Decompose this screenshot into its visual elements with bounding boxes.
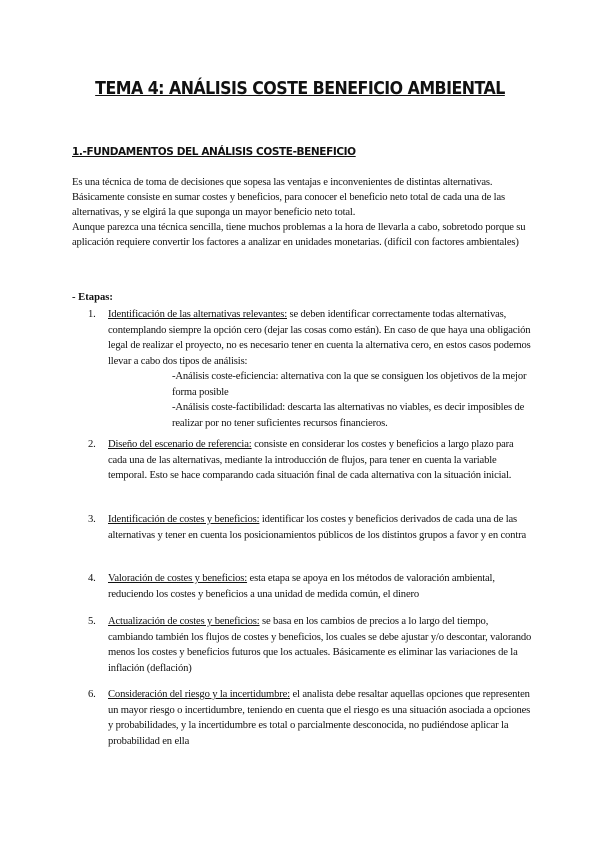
item-text: consiste en considerar los costes y beneficios a largo plazo para cada una de las alternativas, mediante la introducción de flujos, para tener en cuenta la variable temporal. Esto se hace comparando cada situación final de cada alternativa con la situación inicial. <box>108 439 514 481</box>
item-heading: Identificación de las alternativas relevantes: <box>108 309 287 320</box>
item-heading: Consideración del riesgo y la incertidumbre: <box>108 689 290 700</box>
item-number: 3. <box>88 514 96 525</box>
intro-block <box>72 175 532 250</box>
item-text: esta etapa se apoya en los métodos de valoración ambiental, reduciendo los costes y beneficios a una unidad de medida común, el dinero <box>108 573 495 600</box>
item-number: 1. <box>88 309 96 320</box>
sub-item: -Análisis coste-eficiencia: alternativa con la que se consiguen los objetivos de la mejor forma posible <box>172 371 527 398</box>
sub-item: -Análisis coste-factibilidad: descarta las alternativas no viables, es decir imposibles de realizar por no tener suficientes recursos financieros. <box>172 402 525 429</box>
item-text: identificar los costes y beneficios derivados de cada una de las alternativas y tener en cuenta los posicionamientos públicos de los distintos grupos a favor y en contra <box>108 514 527 541</box>
intro-paragraph: Aunque parezca una técnica sencilla, tiene muchos problemas a la hora de llevarla a cabo, sobretodo porque su aplicación requiere convertir los factores a analizar en unidades monetarias. (difícil con factores ambientales) <box>72 222 526 248</box>
item-heading: Diseño del escenario de referencia: <box>108 439 252 450</box>
item-number: 5. <box>88 616 96 627</box>
etapas-label: - Etapas: <box>72 292 113 303</box>
page-title: TEMA 4: ANÁLISIS COSTE BENEFICIO AMBIENTAL <box>95 78 505 99</box>
list-item <box>72 687 532 749</box>
item-text: se basa en los cambios de precios a lo largo del tiempo, cambiando también los flujos de costes y beneficios, los cuales se debe ajustar y/o descontar, valorando menos los costes y beneficios futuros que los actuales. Básicamente es eliminar las variaciones de la inflación (deflación) <box>108 616 532 674</box>
item-text: se deben identificar correctamente todas alternativas, contemplando siempre la opción cero (dejar las cosas como están). En caso de que haya una obligación legal de realizar el proyecto, no es necesario tener en cuenta la alternativa cero, en estos casos podemos llevar a cabo dos tipos de análisis: <box>108 309 531 367</box>
list-item <box>72 614 532 676</box>
item-number: 2. <box>88 439 96 450</box>
item-sublist <box>172 369 532 431</box>
item-heading: Actualización de costes y beneficios: <box>108 616 260 627</box>
section-heading: 1.-FUNDAMENTOS DEL ANÁLISIS COSTE-BENEFICIO <box>72 146 356 158</box>
item-heading: Valoración de costes y beneficios: <box>108 573 248 584</box>
item-number: 6. <box>88 689 96 700</box>
item-text: el analista debe resaltar aquellas opciones que representen un mayor riesgo o incertidumbre, teniendo en cuenta que el riesgo es una situación asociada a opciones y probabilidades, y la incertidumbre es total o parcialmente desconocida, no pudiéndose aplicar la probabilidad en ella <box>108 689 531 747</box>
item-number: 4. <box>88 573 96 584</box>
list-item <box>72 307 532 431</box>
intro-paragraph: Básicamente consiste en sumar costes y beneficios, para conocer el beneficio neto total de cada una de las alternativas, y se elgirá la que suponga un mayor beneficio neto total. <box>72 192 505 218</box>
list-item <box>72 437 532 484</box>
intro-paragraph: Es una técnica de toma de decisiones que sopesa las ventajas e inconvenientes de distintas alternativas. <box>72 177 493 188</box>
item-heading: Identificación de costes y beneficios: <box>108 514 260 525</box>
list-item <box>72 571 532 602</box>
list-item <box>72 512 532 543</box>
